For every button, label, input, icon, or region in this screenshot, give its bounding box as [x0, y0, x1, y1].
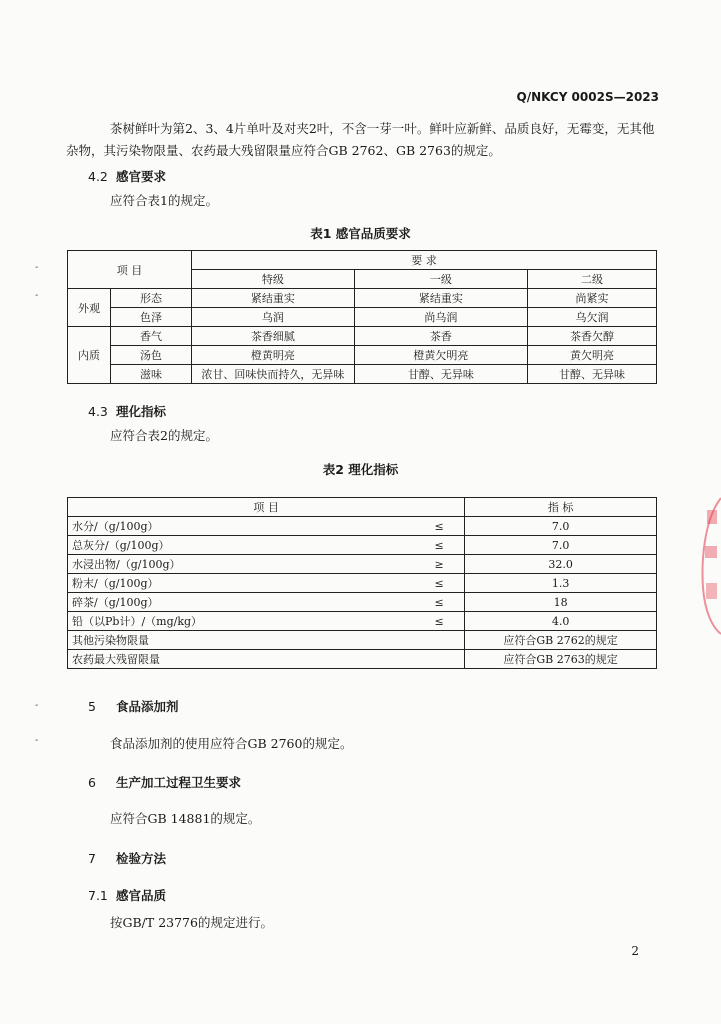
section-6-heading	[88, 773, 241, 791]
t2-value: 应符合GB 2762的规定	[465, 631, 657, 650]
t1-header-item: 项 目	[68, 251, 192, 289]
t2-value: 7.0	[465, 517, 657, 536]
t2-sign: ≤	[414, 593, 465, 612]
intro-line-2: 杂物，其污染物限量、农药最大残留限量应符合GB 2762、GB 2763的规定。	[66, 143, 501, 158]
table1-caption: 表1 感官品质要求	[310, 226, 411, 241]
t2-sign: ≤	[414, 612, 465, 631]
intro-line-1: 茶树鲜叶为第2、3、4片单叶及对夹2叶，不含一芽一叶。鲜叶应新鲜、品质良好，无霉变，无其他	[110, 121, 655, 136]
t1-cell: 茶香欠醇	[527, 327, 656, 346]
t1-cell: 茶香	[354, 327, 527, 346]
section-title: 感官要求	[116, 169, 167, 184]
t2-sign: ≥	[414, 555, 465, 574]
section-4-3-text: 应符合表2的规定。	[110, 428, 218, 443]
t1-cell: 尚紧实	[527, 289, 656, 308]
t1-item: 香气	[111, 327, 192, 346]
t1-cell: 紧结重实	[191, 289, 354, 308]
t2-item: 农药最大残留限量	[68, 650, 415, 669]
t2-sign: ≤	[414, 536, 465, 555]
t2-value: 应符合GB 2763的规定	[465, 650, 657, 669]
table2-caption: 表2 理化指标	[322, 462, 399, 477]
section-number: 4.3	[88, 404, 108, 419]
section-6-text: 应符合GB 14881的规定。	[110, 811, 261, 826]
section-7-heading	[88, 849, 166, 867]
t2-value: 7.0	[465, 536, 657, 555]
t1-cell: 茶香细腻	[191, 327, 354, 346]
t2-value: 18	[465, 593, 657, 612]
t1-item: 色泽	[111, 308, 192, 327]
t1-cell: 甘醇、无异味	[354, 365, 527, 384]
t1-cell: 尚乌润	[354, 308, 527, 327]
t2-item: 水分/（g/100g）	[68, 517, 415, 536]
section-number: 7	[88, 851, 96, 866]
t1-cell: 甘醇、无异味	[527, 365, 656, 384]
section-4-2-text: 应符合表1的规定。	[110, 193, 218, 208]
seal-stamp-edge	[697, 488, 721, 638]
t1-cell: 橙黄欠明亮	[354, 346, 527, 365]
t1-header-requirement: 要 求	[191, 251, 656, 270]
section-number: 6	[88, 775, 96, 790]
binding-mark: -	[35, 290, 39, 301]
t1-grade: 一级	[354, 270, 527, 289]
section-number: 5	[88, 699, 96, 714]
t2-value: 1.3	[465, 574, 657, 593]
t1-grade: 二级	[527, 270, 656, 289]
section-7-1-heading	[88, 886, 166, 904]
t1-item: 形态	[111, 289, 192, 308]
binding-mark: -	[35, 700, 39, 711]
section-title: 理化指标	[116, 404, 167, 419]
t2-item: 水浸出物/（g/100g）	[68, 555, 415, 574]
physicochemical-table	[67, 497, 657, 669]
t2-item: 粉末/（g/100g）	[68, 574, 415, 593]
section-title: 食品添加剂	[116, 699, 179, 714]
t2-sign: ≤	[414, 574, 465, 593]
section-title: 感官品质	[116, 888, 167, 903]
t1-cell: 乌欠润	[527, 308, 656, 327]
t2-item: 其他污染物限量	[68, 631, 415, 650]
section-number: 7.1	[88, 888, 108, 903]
section-title: 检验方法	[116, 851, 167, 866]
section-5-text: 食品添加剂的使用应符合GB 2760的规定。	[110, 736, 353, 751]
section-number: 4.2	[88, 169, 108, 184]
sensory-table	[67, 250, 657, 384]
t1-cell: 浓甘、回味快而持久，无异味	[191, 365, 354, 384]
section-title: 生产加工过程卫生要求	[116, 775, 242, 790]
t2-sign	[414, 650, 465, 669]
binding-mark: -	[35, 262, 39, 273]
section-5-heading	[88, 697, 179, 715]
t2-value: 32.0	[465, 555, 657, 574]
t2-item: 总灰分/（g/100g）	[68, 536, 415, 555]
standard-number: Q/NKCY 0002S—2023	[516, 90, 659, 104]
t1-cell: 黄欠明亮	[527, 346, 656, 365]
t2-value: 4.0	[465, 612, 657, 631]
t2-sign	[414, 631, 465, 650]
section-4-2-heading	[88, 167, 166, 185]
t1-item: 汤色	[111, 346, 192, 365]
t2-header-index: 指 标	[465, 498, 657, 517]
t2-sign: ≤	[414, 517, 465, 536]
intro-paragraph	[66, 118, 658, 162]
t2-header-item: 项 目	[68, 498, 465, 517]
t1-group: 内质	[68, 327, 111, 384]
t1-cell: 紧结重实	[354, 289, 527, 308]
t1-item: 滋味	[111, 365, 192, 384]
t2-item: 碎茶/（g/100g）	[68, 593, 415, 612]
t2-item: 铅（以Pb计）/（mg/kg）	[68, 612, 415, 631]
t1-cell: 橙黄明亮	[191, 346, 354, 365]
t1-grade: 特级	[191, 270, 354, 289]
t1-group: 外观	[68, 289, 111, 327]
section-4-3-heading	[88, 402, 166, 420]
binding-mark: -	[35, 735, 39, 746]
t1-cell: 乌润	[191, 308, 354, 327]
page-number: 2	[631, 944, 639, 958]
section-7-1-text: 按GB/T 23776的规定进行。	[110, 915, 273, 930]
